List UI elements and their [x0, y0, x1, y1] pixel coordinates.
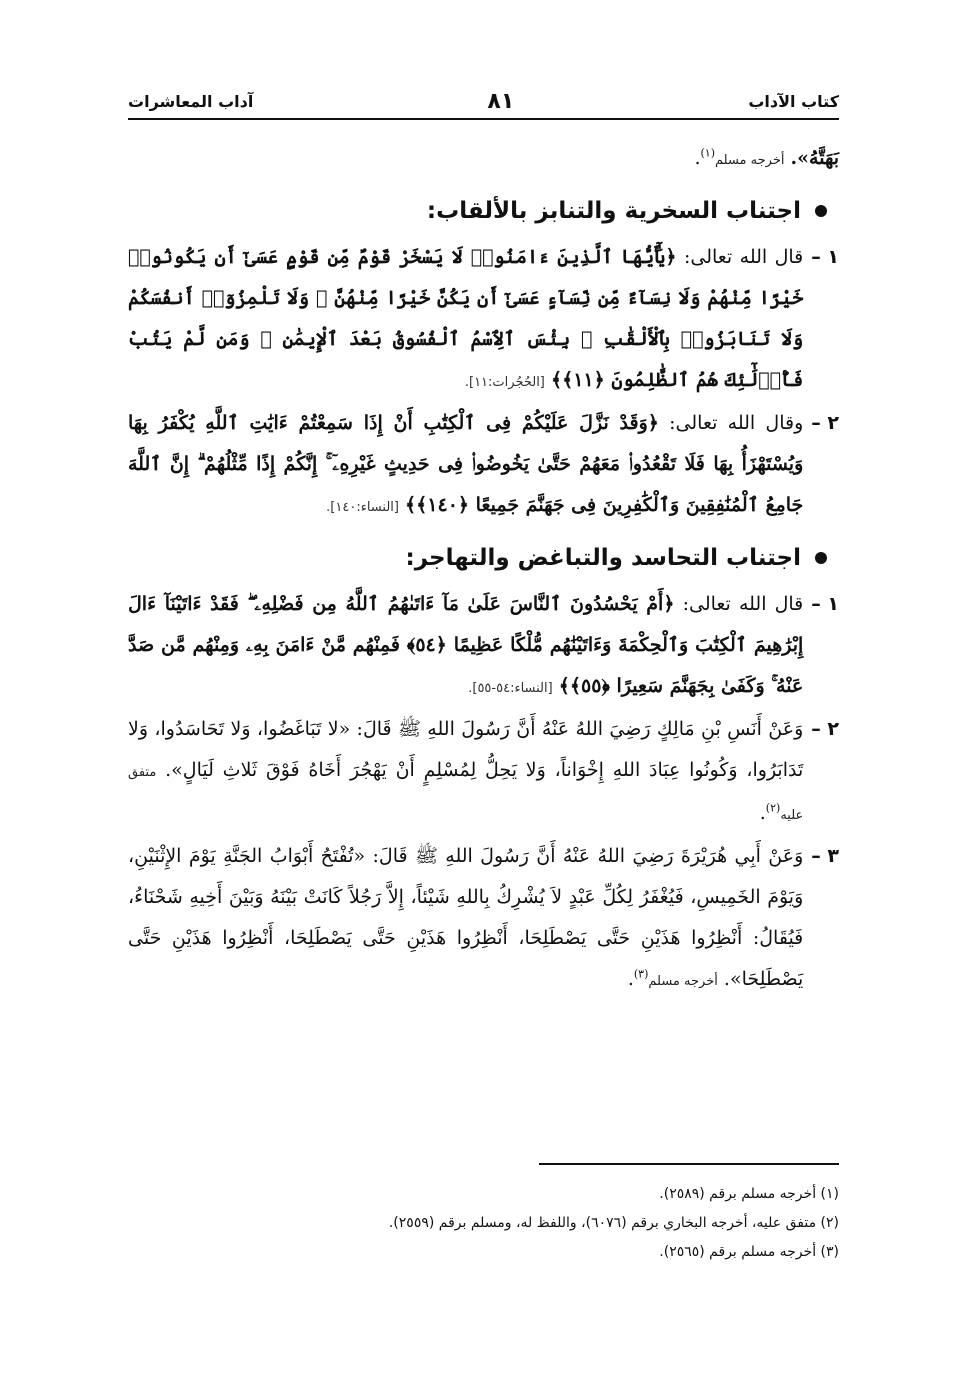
item-number: ١ – [811, 246, 839, 268]
footnote-marker: (٢) [765, 801, 781, 815]
item-intro: قال الله تعالى: [683, 246, 804, 268]
quran-verse: ﴿يَٰٓأَيُّهَا ٱلَّذِينَ ءَامَنُوا۟ لَا يَسْخَرْ قَوْمٌ مِّن قَوْمٍ عَسَىٰٓ أَن يَكُونُوا۟ خَيْرًا مِّنْهُمْ وَلَا نِسَآءٌ مِّن نِّسَآءٍ عَسَىٰٓ أَن يَكُنَّ خَيْرًا مِّنْهُنَّ ۖ وَلَا تَلْمِزُوٓا۟ أَنفُسَكُمْ وَلَا تَنَابَزُوا۟ بِٱلْأَلْقَٰبِ ۖ بِئْسَ ٱلِٱسْمُ ٱلْفُسُوقُ بَعْدَ ٱلْإِيمَٰنِ ۚ وَمَن لَّمْ يَتُبْ فَأُو۟لَٰٓئِكَ هُمُ ٱلظَّٰلِمُونَ ﴿١١﴾﴾ [128, 246, 804, 391]
verse-reference: [النساء:٥٤-٥٥]. [468, 681, 553, 696]
section-title: اجتناب التحاسد والتباغض والتهاجر: [405, 545, 801, 571]
header-chapter-title: آداب المعاشرات [128, 91, 254, 111]
item-number: ٢ – [811, 718, 839, 740]
footnote-marker: (١) [700, 146, 715, 160]
list-item [128, 709, 839, 836]
intro-source: أخرجه مسلم [715, 153, 785, 168]
item-text [128, 237, 803, 403]
quran-verse: ﴿أَمْ يَحْسُدُونَ ٱلنَّاسَ عَلَىٰ مَآ ءَاتَىٰهُمُ ٱللَّهُ مِن فَضْلِهِۦ ۖ فَقَدْ ءَاتَيْنَآ ءَالَ إِبْرَٰهِيمَ ٱلْكِتَٰبَ وَٱلْحِكْمَةَ وَءَاتَيْنَٰهُم مُّلْكًا عَظِيمًا ﴿٥٤﴾ فَمِنْهُم مَّنْ ءَامَنَ بِهِۦ وَمِنْهُم مَّن صَدَّ عَنْهُ ۚ وَكَفَىٰ بِجَهَنَّمَ سَعِيرًا ﴿٥٥﴾﴾ [128, 593, 804, 697]
bullet-icon [815, 205, 827, 217]
list-item [128, 836, 839, 1002]
footnote-divider [539, 1163, 839, 1165]
page-header [128, 84, 839, 118]
header-divider [128, 118, 839, 120]
item-text [128, 584, 803, 709]
quran-verse: ﴿وَقَدْ نَزَّلَ عَلَيْكُمْ فِى ٱلْكِتَٰبِ أَنْ إِذَا سَمِعْتُمْ ءَايَٰتِ ٱللَّهِ يُكْفَرُ بِهَا وَيُسْتَهْزَأُ بِهَا فَلَا تَقْعُدُوا۟ مَعَهُمْ حَتَّىٰ يَخُوضُوا۟ فِى حَدِيثٍ غَيْرِهِۦٓ ۚ إِنَّكُمْ إِذًا مِّثْلُهُمْ ۗ إِنَّ ٱللَّهَ جَامِعُ ٱلْمُنَٰفِقِينَ وَٱلْكَٰفِرِينَ فِى جَهَنَّمَ جَمِيعًا ﴿١٤٠﴾﴾ [128, 412, 804, 516]
hadith-text: وَعَنْ أَبِي هُرَيْرَةَ رَضِيَ اللهُ عَنْهُ أَنَّ رَسُولَ اللهِ ﷺ قَالَ: «تُفْتَحُ أَبْوَابُ الجَنَّةِ يَوْمَ الإِثْنَيْنِ، وَيَوْمَ الخَمِيسِ، فَيُغْفَرُ لِكُلِّ عَبْدٍ لاَ يُشْرِكُ بِاللهِ شَيْئاً، إِلاَّ رَجُلاً كَانَتْ بَيْنَهُ وَبَيْنَ أَخِيهِ شَحْنَاءُ، فَيُقَالُ: أَنْظِرُوا هَذَيْنِ حَتَّى يَصْطَلِحَا، أَنْظِرُوا هَذَيْنِ حَتَّى يَصْطَلِحَا، أَنْظِرُوا هَذَيْنِ حَتَّى يَصْطَلِحَا». [128, 845, 804, 990]
intro-text: بَهَتَّهُ». [790, 147, 839, 169]
item-number: ١ – [811, 593, 839, 615]
item-intro: وقال الله تعالى: [669, 412, 804, 434]
item-number: ٣ – [811, 845, 839, 867]
page-number: ٨١ [487, 88, 515, 114]
item-text: وَعَنْ أَنَسِ بْنِ مَالِكٍ رَضِيَ اللهُ عَنْهُ أَنَّ رَسُولَ اللهِ ﷺ قَالَ: «لا تَبَاغَضُوا، وَلا تَحَاسَدُوا، وَلا تَدَابَرُوا، وَكُونُوا عِبَادَ اللهِ إِخْوَاناً، وَلا يَحِلُّ لِمُسْلِمٍ أَنْ يَهْجُرَ أَخَاهُ فَوْقَ ثَلاثِ لَيَالٍ». متفق عليه$^{(٢)}$. [128, 718, 804, 824]
item-number: ٢ – [811, 412, 839, 434]
list-item [128, 403, 839, 528]
section-heading [128, 536, 839, 580]
hadith-source: أخرجه مسلم [648, 974, 718, 989]
footnote: (٣) أخرجه مسلم برقم (٢٥٦٥). [659, 1244, 839, 1260]
footnote: (١) أخرجه مسلم برقم (٢٥٨٩). [659, 1186, 839, 1202]
footnotes [128, 1180, 839, 1267]
item-text [128, 403, 803, 528]
hadith-text: وَعَنْ أَنَسِ بْنِ مَالِكٍ رَضِيَ اللهُ عَنْهُ أَنَّ رَسُولَ اللهِ ﷺ قَالَ: «لا تَبَاغَضُوا، وَلا تَحَاسَدُوا، وَلا تَدَابَرُوا، وَكُونُوا عِبَادَ اللهِ إِخْوَاناً، وَلا يَحِلُّ لِمُسْلِمٍ أَنْ يَهْجُرَ أَخَاهُ فَوْقَ ثَلاثِ لَيَالٍ». [128, 718, 804, 781]
item-text: وَعَنْ أَبِي هُرَيْرَةَ رَضِيَ اللهُ عَنْهُ أَنَّ رَسُولَ اللهِ ﷺ قَالَ: «تُفْتَحُ أَبْوَابُ الجَنَّةِ يَوْمَ الإِثْنَيْنِ، وَيَوْمَ الخَمِيسِ، فَيُغْفَرُ لِكُلِّ عَبْدٍ لاَ يُشْرِكُ بِاللهِ شَيْئاً، إِلاَّ رَجُلاً كَانَتْ بَيْنَهُ وَبَيْنَ أَخِيهِ شَحْنَاءُ، فَيُقَالُ: أَنْظِرُوا هَذَيْنِ حَتَّى يَصْطَلِحَا، أَنْظِرُوا هَذَيْنِ حَتَّى يَصْطَلِحَا، أَنْظِرُوا هَذَيْنِ حَتَّى يَصْطَلِحَا». أخرجه مسلم$^{(٣)}$. [128, 845, 804, 990]
verse-reference: [الحُجُرات:١١]. [464, 375, 545, 390]
bullet-icon [815, 552, 827, 564]
verse-reference: [النساء:١٤٠]. [326, 500, 399, 515]
section-title: اجتناب السخرية والتنابز بالألقاب: [426, 198, 801, 224]
hadith-source: متفق عليه [128, 765, 804, 823]
intro-line: بَهَتَّهُ». أخرجه مسلم$^{(١)}$. [694, 146, 839, 169]
item-intro: قال الله تعالى: [682, 593, 804, 615]
footnote: (٢) متفق عليه، أخرجه البخاري برقم (٦٠٧٦)، واللفظ له، ومسلم برقم (٢٥٥٩). [388, 1215, 839, 1231]
list-item [128, 584, 839, 709]
page-body [128, 138, 839, 1002]
section-heading [128, 189, 839, 233]
list-item [128, 237, 839, 403]
header-book-title: كتاب الآداب [748, 91, 839, 111]
footnote-marker: (٣) [633, 967, 649, 981]
